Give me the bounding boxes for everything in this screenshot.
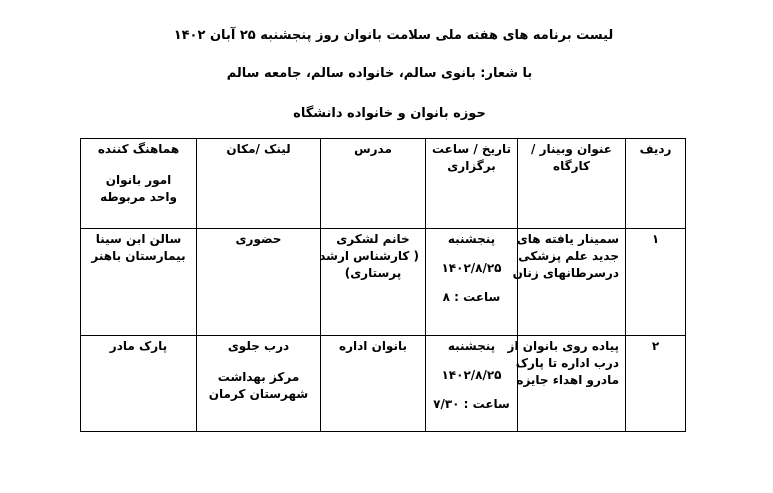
header-coordinator-line: هماهنگ کننده xyxy=(97,142,180,156)
row-index-value: ۲ xyxy=(651,339,660,353)
header-title-line: عنوان وبینار / xyxy=(531,142,612,156)
row-coordinator-line: سالن ابن سینا xyxy=(95,232,182,246)
row-coordinator-line: پارک مادر xyxy=(109,339,168,353)
row-lecturer xyxy=(321,336,426,432)
row-title-line: مادرو اهداء جایزه xyxy=(516,373,619,387)
row-datetime xyxy=(426,229,518,336)
header-title xyxy=(518,139,626,229)
row-day: پنجشنبه xyxy=(447,339,496,353)
header-lecturer-label: مدرس xyxy=(354,142,392,156)
slogan-line: با شعار: بانوی سالم، خانواده سالم، جامعه سالم xyxy=(226,66,533,81)
row-coordinator xyxy=(81,229,197,336)
row-lecturer-line: خانم لشکری xyxy=(336,232,410,246)
row-index-value: ۱ xyxy=(651,232,660,246)
header-title-line: کارگاه xyxy=(553,159,590,173)
header-datetime xyxy=(426,139,518,229)
row-title-line: پیاده روی بانوان از xyxy=(507,339,619,353)
row-title-line: درسرطانهای زنان xyxy=(512,266,619,280)
row-link-line: درب جلوی xyxy=(227,339,290,353)
row-link-line: مرکز بهداشت xyxy=(217,370,300,384)
row-date: ۱۴۰۲/۸/۲۵ xyxy=(441,368,502,382)
row-lecturer-line: ( کارشناس ارشد xyxy=(319,249,419,263)
row-title-line: درب اداره تا پارک xyxy=(515,356,619,370)
row-index xyxy=(626,229,686,336)
table-row xyxy=(81,229,686,336)
department-line: حوزه بانوان و خانواده دانشگاه xyxy=(293,106,486,121)
document-title: لیست برنامه های هفته ملی سلامت بانوان روز پنجشنبه ۲۵ آبان ۱۴۰۲ xyxy=(173,28,614,43)
schedule-table xyxy=(80,138,686,432)
header-coordinator-line: واحد مربوطه xyxy=(100,190,177,204)
row-link xyxy=(197,336,321,432)
header-coordinator-line: امور بانوان xyxy=(105,173,172,187)
header-index-label: ردیف xyxy=(639,142,672,156)
table-row xyxy=(81,336,686,432)
row-index xyxy=(626,336,686,432)
header-coordinator xyxy=(81,139,197,229)
header-index xyxy=(626,139,686,229)
header-link-label: لینک /مکان xyxy=(226,142,291,156)
header-datetime-line: برگزاری xyxy=(447,159,496,173)
row-day: پنجشنبه xyxy=(447,232,496,246)
row-lecturer-line: پرستاری) xyxy=(344,266,402,280)
row-time: ساعت : ۸ xyxy=(442,290,501,304)
table-header-row xyxy=(81,139,686,229)
row-link-line: شهرستان کرمان xyxy=(208,387,309,401)
row-date: ۱۴۰۲/۸/۲۵ xyxy=(441,261,502,275)
row-lecturer-line: بانوان اداره xyxy=(339,339,407,353)
row-title xyxy=(507,336,626,432)
row-link xyxy=(197,229,321,336)
row-title-line: جدید علم پزشکی xyxy=(518,249,619,263)
header-lecturer xyxy=(321,139,426,229)
row-lecturer xyxy=(321,229,426,336)
row-time: ساعت : ۷/۳۰ xyxy=(433,397,510,411)
row-title xyxy=(512,229,626,336)
row-coordinator xyxy=(81,336,197,432)
row-title-line: سمینار یافته های xyxy=(516,232,619,246)
row-link-value: حضوری xyxy=(235,232,282,246)
header-datetime-line: تاریخ / ساعت xyxy=(431,142,511,156)
row-datetime xyxy=(426,336,518,432)
row-coordinator-line: بیمارستان باهنر xyxy=(91,249,186,263)
header-link xyxy=(197,139,321,229)
